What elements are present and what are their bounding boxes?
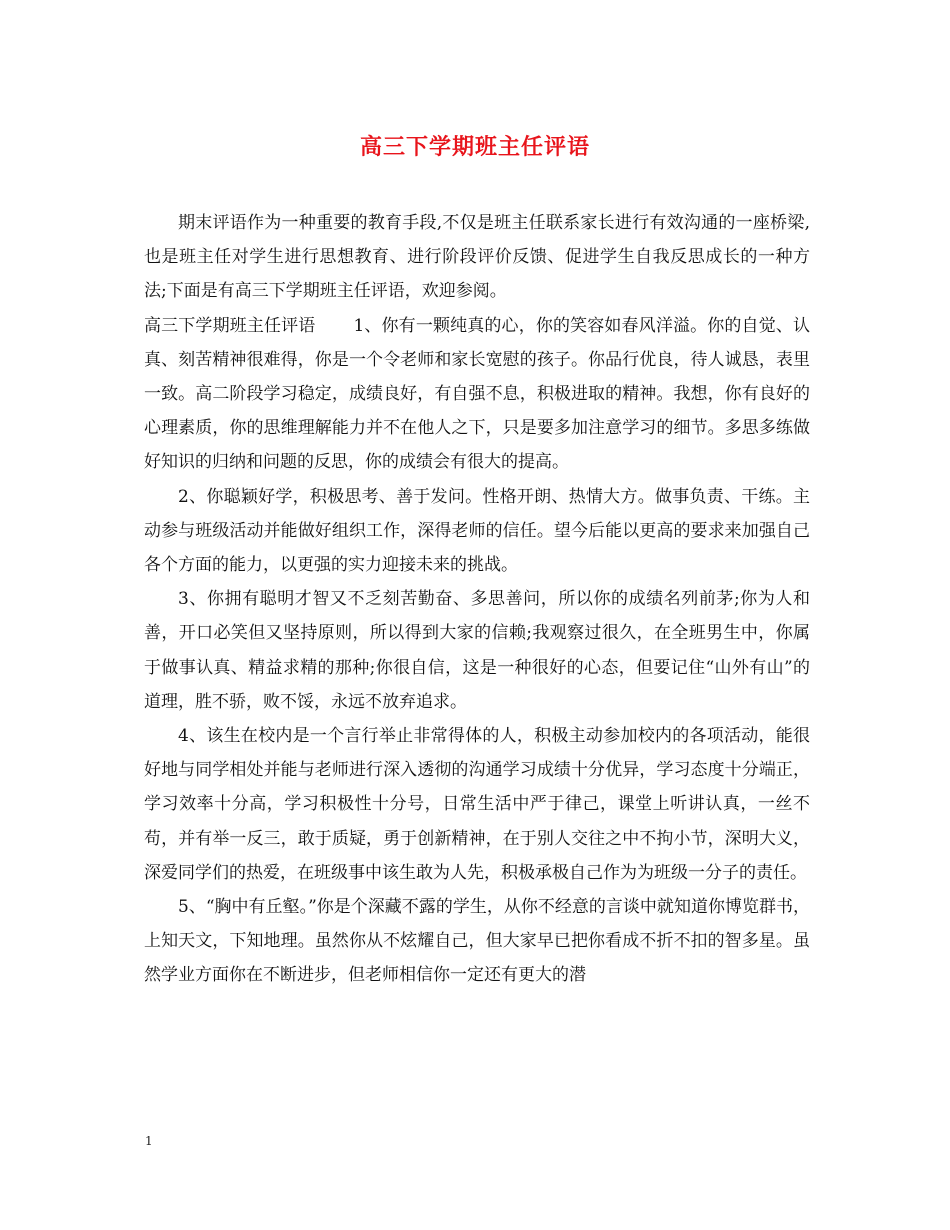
comment-paragraph-5: 5、“胸中有丘壑。”你是个深藏不露的学生，从你不经意的言谈中就知道你博览群书，上知天文，下知地理。虽然你从不炫耀自己，但大家早已把你看成不折不扣的智多星。虽然学业方面你在不断进步，但老师相信你一定还有更大的潜 [144,897,810,986]
comment-text-1: 1、你有一颗纯真的心，你的笑容如春风洋溢。你的自觉、认真、刻苦精神很难得，你是一个令老师和家长宽慰的孩子。你品行优良，待人诚恳，表里一致。高二阶段学习稳定，成绩良好，有自强不息，积极进取的精神。我想，你有良好的心理素质，你的思维理解能力并不在他人之下，只是要多加注意学习的细节。多思多练做好知识的归纳和问题的反思，你的成绩会有很大的提高。 [144,315,810,473]
intro-paragraph: 期末评语作为一种重要的教育手段,不仅是班主任联系家长进行有效沟通的一座桥梁,也是班主任对学生进行思想教育、进行阶段评价反馈、促进学生自我反思成长的一种方法;下面是有高三下学期班主任评语，欢迎参阅。 [144,213,810,302]
document-body [144,206,810,993]
comment-paragraph-3: 3、你拥有聪明才智又不乏刻苦勤奋、多思善问，所以你的成绩名列前茅;你为人和善，开口必笑但又坚持原则，所以得到大家的信赖;我观察过很久，在全班男生中，你属于做事认真、精益求精的那种;你很自信，这是一种很好的心态，但要记住“山外有山”的道理，胜不骄，败不馁，永远不放弃追求。 [144,589,810,712]
comment-paragraph-2: 2、你聪颖好学，积极思考、善于发问。性格开朗、热情大方。做事负责、干练。主动参与班级活动并能做好组织工作，深得老师的信任。望今后能以更高的要求来加强自己各个方面的能力，以更强的实力迎接未来的挑战。 [144,486,810,576]
section-heading: 高三下学期班主任评语 [144,315,316,336]
comment-paragraph-4: 4、该生在校内是一个言行举止非常得体的人，积极主动参加校内的各项活动，能很好地与同学相处并能与老师进行深入透彻的沟通学习成绩十分优异，学习态度十分端正，学习效率十分高，学习积极性十分号，日常生活中严于律己，课堂上听讲认真，一丝不苟，并有举一反三，敢于质疑，勇于创新精神，在于别人交往之中不拘小节，深明大义，深爱同学们的热爱，在班级事中该生敢为人先，积极承极自己作为为班级一分子的责任。 [144,726,810,883]
comment-paragraph-1 [144,309,810,480]
page-number: 1 [145,1134,153,1148]
page-title: 高三下学期班主任评语 [359,134,590,160]
